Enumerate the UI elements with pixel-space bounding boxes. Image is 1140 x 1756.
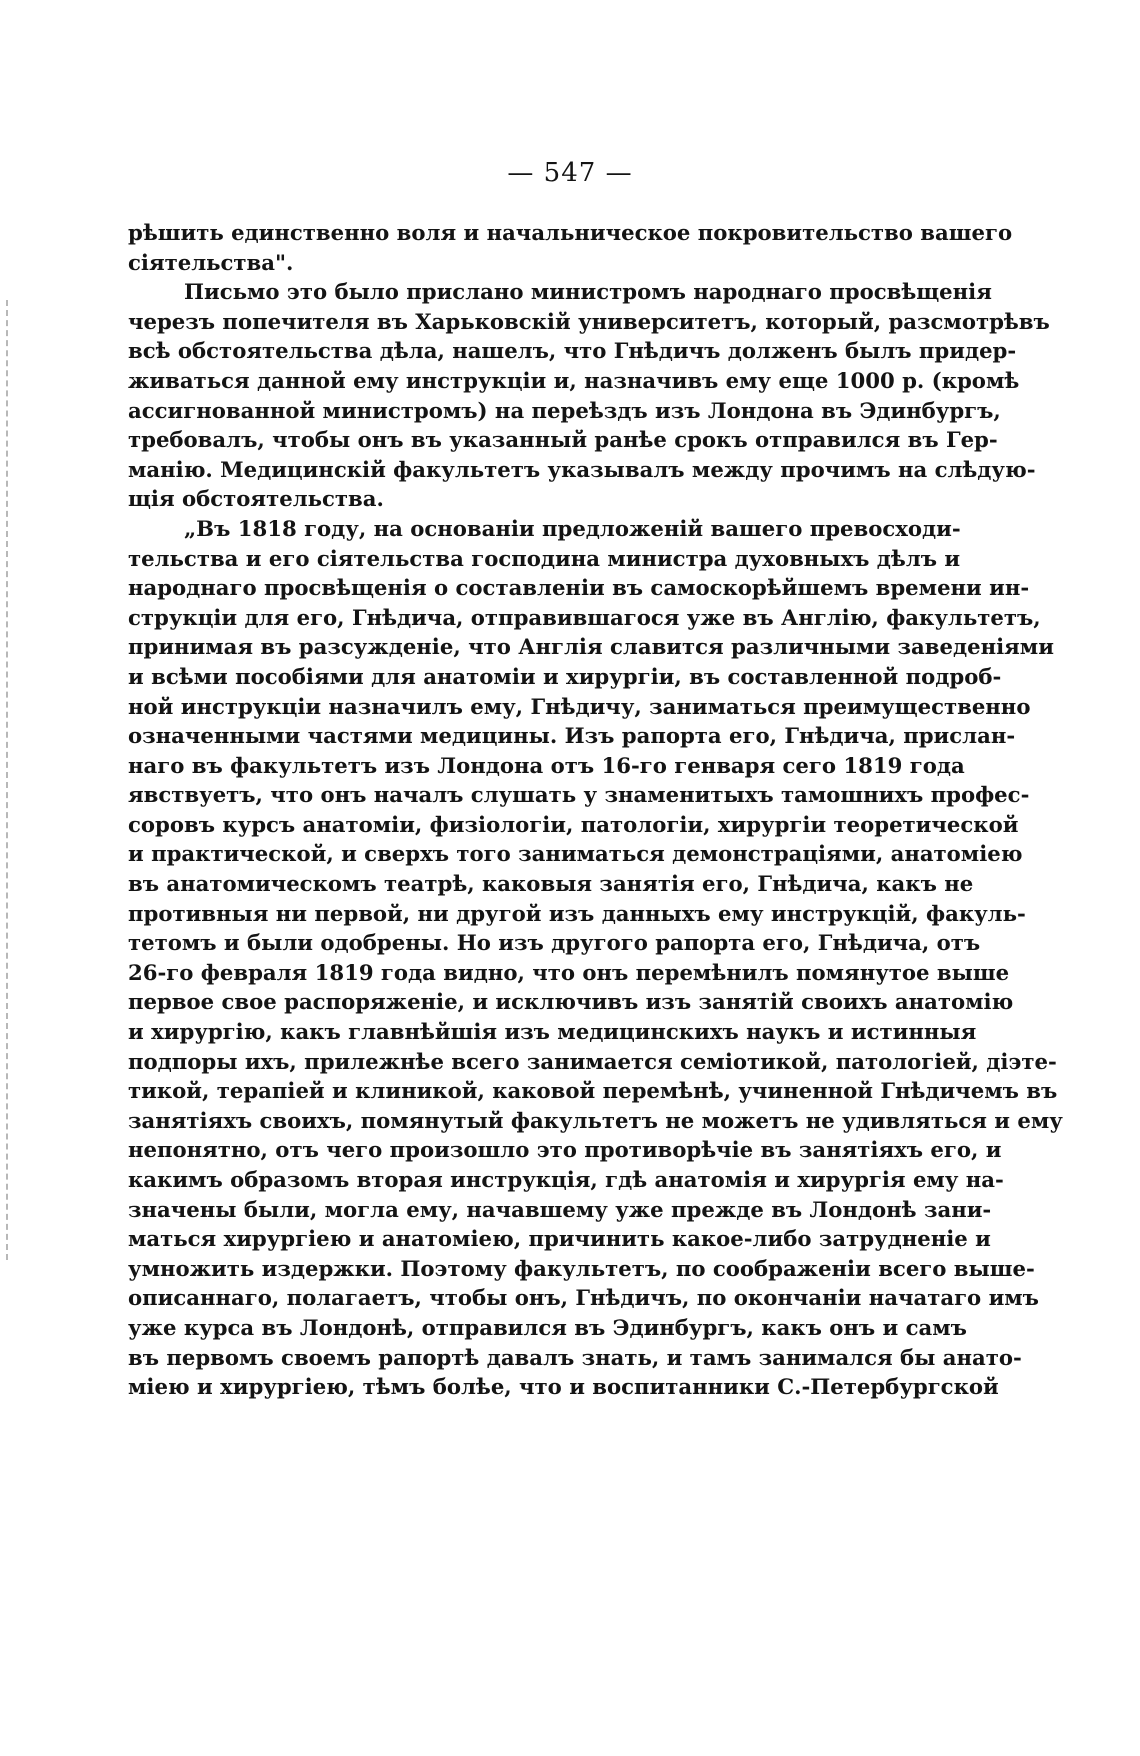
text-line: всѣ обстоятельства дѣла, нашелъ, что Гнѣдичъ долженъ былъ придер- (128, 338, 1017, 364)
text-line: въ анатомическомъ театрѣ, каковыя занятія его, Гнѣдича, какъ не (128, 871, 974, 897)
text-line: рѣшить единственно воля и начальническое покровительство вашего (128, 220, 1013, 245)
text-line: уже курса въ Лондонѣ, отправился въ Эдинбургъ, какъ онъ и самъ (128, 1314, 967, 1340)
text-line: ассигнованной министромъ) на переѣздъ изъ Лондона въ Эдинбургъ, (128, 397, 1001, 423)
text-line: и хирургію, какъ главнѣйшія изъ медицинскихъ наукъ и истинныя (128, 1019, 977, 1045)
text-line: тельства и его сіятельства господина министра духовныхъ дѣлъ и (128, 545, 961, 571)
text-line: въ первомъ своемъ рапортѣ давалъ знать, и тамъ занимался бы анато- (128, 1344, 1022, 1370)
paragraph-start-line: „Въ 1818 году, на основаніи предложеній вашего превосходи- (184, 515, 961, 541)
text-line: тетомъ и были одобрены. Но изъ другого рапорта его, Гнѣдича, отъ (128, 930, 981, 956)
text-line: и всѣми пособіями для анатоміи и хирургіи, въ составленной подроб- (128, 663, 1002, 689)
text-line: маться хирургіею и анатоміею, причинить какое-либо затрудненіе и (128, 1226, 991, 1252)
text-line: противныя ни первой, ни другой изъ данныхъ ему инструкцій, факуль- (128, 900, 1026, 926)
text-line: народнаго просвѣщенія о составленіи въ самоскорѣйшемъ времени ин- (128, 575, 1030, 601)
text-line: живаться данной ему инструкціи и, назначивъ ему еще 1000 р. (кромѣ (128, 367, 1020, 393)
paragraph-start-line: Письмо это было прислано министромъ народнаго просвѣщенія (184, 279, 992, 305)
text-line: умножить издержки. Поэтому факультетъ, по соображеніи всего выше- (128, 1255, 1035, 1281)
text-line: какимъ образомъ вторая инструкція, гдѣ анатомія и хирургія ему на- (128, 1167, 1004, 1192)
text-line: наго въ факультетъ изъ Лондона отъ 16-го генваря сего 1819 года (128, 752, 965, 778)
text-line: черезъ попечителя въ Харьковскій университетъ, который, разсмотрѣвъ (128, 308, 1050, 334)
text-line: сіятельства". (128, 249, 294, 275)
text-line: описаннаго, полагаетъ, чтобы онъ, Гнѣдичъ, по окончаніи начатаго имъ (128, 1285, 1039, 1311)
text-line: явствуетъ, что онъ началъ слушать у знаменитыхъ тамошнихъ профес- (128, 782, 1030, 808)
scan-margin-mark (6, 300, 10, 1260)
page-number: — 547 — (507, 158, 633, 188)
text-line: означенными частями медицины. Изъ рапорта его, Гнѣдича, прислан- (128, 723, 1016, 749)
text-line: подпоры ихъ, прилежнѣе всего занимается семіотикой, патологіей, діэте- (128, 1048, 1057, 1074)
text-line: тикой, терапіей и клиникой, каковой перемѣнѣ, учиненной Гнѣдичемъ въ (128, 1078, 1058, 1104)
text-line: принимая въ разсужденіе, что Англія славится различными заведеніями (128, 634, 1054, 660)
text-line: щія обстоятельства. (128, 486, 384, 512)
text-line: манію. Медицинскій факультетъ указывалъ между прочимъ на слѣдую- (128, 456, 1036, 482)
text-line: ной инструкціи назначилъ ему, Гнѣдичу, заниматься преимущественно (128, 693, 1031, 719)
text-line: требовалъ, чтобы онъ въ указанный ранѣе срокъ отправился въ Гер- (128, 427, 998, 453)
text-line: значены были, могла ему, начавшему уже прежде въ Лондонѣ зани- (128, 1196, 992, 1222)
text-line: соровъ курсъ анатоміи, физіологіи, патологіи, хирургіи теоретической (128, 811, 1019, 837)
body-text (128, 218, 1063, 1402)
text-line: непонятно, отъ чего произошло это противорѣчіе въ занятіяхъ его, и (128, 1137, 1002, 1163)
text-line: міею и хирургіею, тѣмъ болѣе, что и воспитанники С.-Петербургской (128, 1374, 999, 1400)
text-line: и практической, и сверхъ того заниматься демонстраціями, анатоміею (128, 841, 1023, 867)
text-line: струкціи для его, Гнѣдича, отправившагося уже въ Англію, факультетъ, (128, 604, 1041, 630)
text-line: 26-го февраля 1819 года видно, что онъ перемѣнилъ помянутое выше (128, 959, 1010, 985)
text-line: занятіяхъ своихъ, помянутый факультетъ не можетъ не удивляться и ему (128, 1107, 1063, 1133)
text-line: первое свое распоряженіе, и исключивъ изъ занятій своихъ анатомію (128, 989, 1014, 1015)
